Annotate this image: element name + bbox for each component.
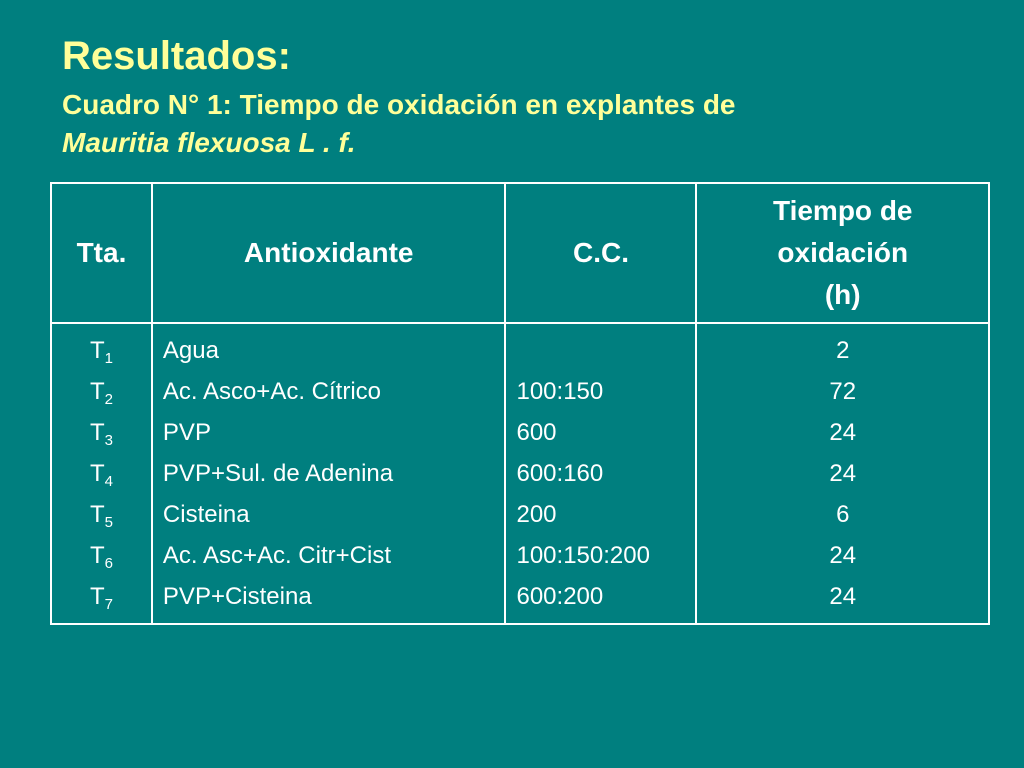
tiempo-column: [696, 323, 989, 624]
tta-letter: T: [89, 583, 105, 610]
antioxidante-cell: Ac. Asco+Ac. Cítrico: [162, 378, 381, 405]
cc-list: [506, 336, 695, 623]
cc-column: [505, 323, 696, 624]
header-cc: C.C.: [505, 183, 696, 323]
tta-cell: [52, 377, 151, 418]
tta-cell: [52, 418, 151, 459]
tta-subscript: 5: [104, 514, 113, 531]
tta-letter: T: [89, 460, 105, 487]
antioxidante-cell: PVP: [162, 419, 211, 446]
tta-subscript: 1: [104, 350, 113, 367]
header-tiempo-oxidacion: [696, 183, 989, 323]
header-tiempo-line1: Tiempo de: [772, 195, 913, 226]
tta-letter: T: [89, 419, 105, 446]
caption-text: Cuadro N° 1: Tiempo de oxidación en explantes de: [62, 89, 736, 120]
slide-title: Resultados:: [62, 34, 291, 78]
tta-cell: [52, 459, 151, 500]
cc-cell: 600:160: [516, 460, 604, 487]
cc-cell: [506, 336, 695, 377]
tiempo-cell: 24: [829, 542, 857, 569]
tta-cell: [52, 541, 151, 582]
header-tiempo-line3: (h): [824, 279, 861, 310]
antioxidante-list: [153, 336, 505, 623]
cc-cell: 600: [516, 419, 557, 446]
tta-list: [52, 336, 151, 623]
tta-subscript: 6: [104, 555, 113, 572]
antioxidante-cell: PVP+Sul. de Adenina: [162, 460, 394, 487]
tta-cell: [52, 582, 151, 623]
results-table: [50, 182, 990, 625]
header-tta: Tta.: [51, 183, 152, 323]
tiempo-cell: 2: [836, 337, 850, 364]
tiempo-cell: 24: [829, 419, 857, 446]
antioxidante-cell: Agua: [162, 337, 219, 364]
antioxidante-cell: Ac. Asc+Ac. Citr+Cist: [162, 542, 391, 569]
tta-cell: [52, 336, 151, 377]
tiempo-list: [697, 336, 988, 623]
tta-cell: [52, 500, 151, 541]
header-tiempo-line2: oxidación: [777, 237, 909, 268]
tiempo-cell: 24: [829, 460, 857, 487]
tta-column: [51, 323, 152, 624]
tta-subscript: 2: [104, 391, 113, 408]
tta-letter: T: [89, 378, 105, 405]
species-name: Mauritia flexuosa L . f.: [62, 127, 356, 158]
cc-cell: 100:150: [516, 378, 604, 405]
table-body-row: [51, 323, 989, 624]
tiempo-cell: 6: [836, 501, 850, 528]
antioxidante-cell: Cisteina: [162, 501, 250, 528]
tta-subscript: 3: [104, 432, 113, 449]
cc-cell: 600:200: [516, 583, 604, 610]
tiempo-cell: 24: [829, 583, 857, 610]
header-antioxidante: Antioxidante: [152, 183, 506, 323]
antioxidante-column: [152, 323, 506, 624]
antioxidante-cell: PVP+Cisteina: [162, 583, 312, 610]
tta-letter: T: [89, 501, 105, 528]
table-caption: [62, 86, 962, 162]
tta-letter: T: [89, 337, 105, 364]
table-header-row: [51, 183, 989, 323]
cc-cell: 200: [516, 501, 557, 528]
tta-letter: T: [89, 542, 105, 569]
cc-cell: 100:150:200: [516, 542, 650, 569]
tta-subscript: 7: [104, 596, 113, 613]
tta-subscript: 4: [104, 473, 113, 490]
tiempo-cell: 72: [829, 378, 857, 405]
